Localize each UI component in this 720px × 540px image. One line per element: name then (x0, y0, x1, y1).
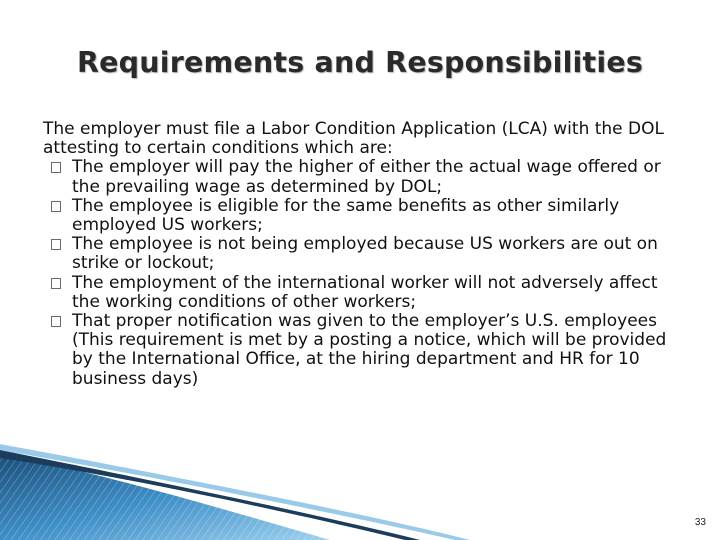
bullet-text: The employer will pay the higher of either the actual wage offered or the prevailing wage as determined by DOL; (72, 157, 661, 197)
slide-body (43, 120, 683, 389)
bullet-item (43, 274, 683, 312)
bullet-item (43, 312, 683, 389)
checkbox-bullet-icon (51, 239, 61, 250)
page-number: 33 (694, 517, 706, 528)
checkbox-bullet-icon (51, 316, 61, 327)
bullet-item (43, 197, 683, 235)
bullet-text: That proper notification was given to the employer’s U.S. employees (This requirement is met by a posting a notice, which will be provided by the International Office, at the hiring department and HR for 10 business days) (72, 311, 667, 389)
bullet-text: The employee is not being employed because US workers are out on strike or lockout; (72, 234, 658, 274)
bullet-text: The employee is eligible for the same benefits as other similarly employed US workers; (72, 195, 620, 236)
checkbox-bullet-icon (51, 201, 61, 212)
bullet-item (43, 158, 683, 196)
slide-title: Requirements and Responsibilities (76, 46, 644, 79)
intro-paragraph: The employer must file a Labor Condition Application (LCA) with the DOL attesting to certain conditions which are: (43, 119, 664, 159)
blue-swoosh-decoration (0, 440, 720, 540)
checkbox-bullet-icon (51, 162, 61, 173)
bullet-text: The employment of the international worker will not adversely affect the working conditions of other workers; (72, 272, 658, 312)
bullet-list (43, 158, 683, 388)
checkbox-bullet-icon (51, 278, 61, 289)
bullet-item (43, 235, 683, 273)
